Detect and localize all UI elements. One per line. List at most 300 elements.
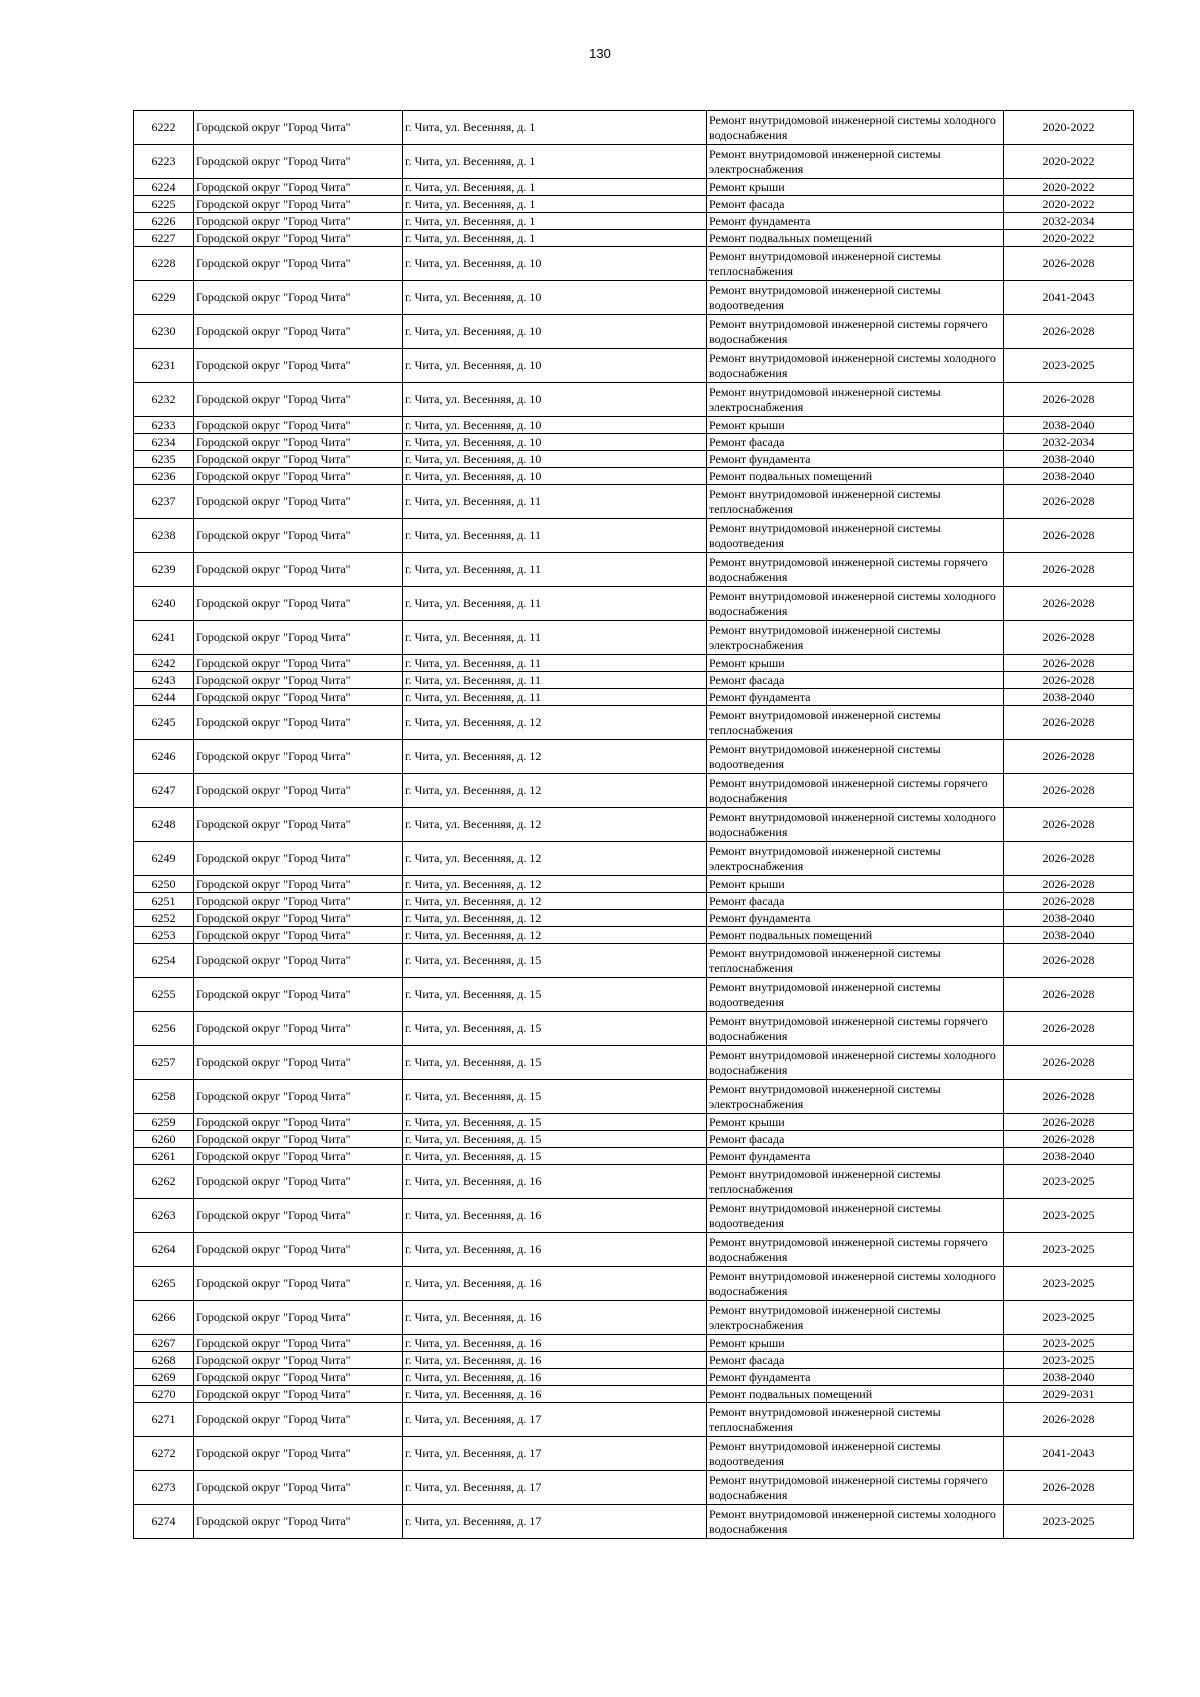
cell-period: 2026-2028 bbox=[1004, 978, 1134, 1012]
cell-address: г. Чита, ул. Весенняя, д. 10 bbox=[403, 281, 707, 315]
cell-work: Ремонт внутридомовой инженерной системы теплоснабжения bbox=[707, 1165, 1004, 1199]
cell-address: г. Чита, ул. Весенняя, д. 15 bbox=[403, 1114, 707, 1131]
table-row bbox=[134, 1267, 1134, 1301]
cell-municipality: Городской округ "Город Чита" bbox=[194, 842, 403, 876]
cell-address: г. Чита, ул. Весенняя, д. 16 bbox=[403, 1352, 707, 1369]
table-row bbox=[134, 1233, 1134, 1267]
cell-num: 6270 bbox=[134, 1386, 194, 1403]
cell-work: Ремонт внутридомовой инженерной системы электроснабжения bbox=[707, 621, 1004, 655]
cell-municipality: Городской округ "Город Чита" bbox=[194, 1505, 403, 1539]
table-row bbox=[134, 706, 1134, 740]
cell-municipality: Городской округ "Город Чита" bbox=[194, 196, 403, 213]
cell-num: 6273 bbox=[134, 1471, 194, 1505]
cell-num: 6255 bbox=[134, 978, 194, 1012]
cell-work: Ремонт внутридомовой инженерной системы водоотведения bbox=[707, 1437, 1004, 1471]
cell-period: 2023-2025 bbox=[1004, 1199, 1134, 1233]
cell-municipality: Городской округ "Город Чита" bbox=[194, 1080, 403, 1114]
cell-address: г. Чита, ул. Весенняя, д. 11 bbox=[403, 621, 707, 655]
cell-work: Ремонт внутридомовой инженерной системы горячего водоснабжения bbox=[707, 315, 1004, 349]
cell-period: 2026-2028 bbox=[1004, 774, 1134, 808]
cell-period: 2023-2025 bbox=[1004, 1505, 1134, 1539]
table-row bbox=[134, 978, 1134, 1012]
cell-municipality: Городской округ "Город Чита" bbox=[194, 1267, 403, 1301]
cell-period: 2032-2034 bbox=[1004, 434, 1134, 451]
table-row bbox=[134, 1335, 1134, 1352]
cell-municipality: Городской округ "Город Чита" bbox=[194, 213, 403, 230]
cell-num: 6222 bbox=[134, 111, 194, 145]
cell-period: 2026-2028 bbox=[1004, 1131, 1134, 1148]
table-row bbox=[134, 876, 1134, 893]
table-row bbox=[134, 740, 1134, 774]
cell-address: г. Чита, ул. Весенняя, д. 15 bbox=[403, 978, 707, 1012]
cell-num: 6241 bbox=[134, 621, 194, 655]
cell-address: г. Чита, ул. Весенняя, д. 10 bbox=[403, 247, 707, 281]
cell-period: 2038-2040 bbox=[1004, 468, 1134, 485]
cell-address: г. Чита, ул. Весенняя, д. 17 bbox=[403, 1471, 707, 1505]
cell-num: 6272 bbox=[134, 1437, 194, 1471]
cell-work: Ремонт подвальных помещений bbox=[707, 1386, 1004, 1403]
cell-municipality: Городской округ "Город Чита" bbox=[194, 1437, 403, 1471]
cell-work: Ремонт фасада bbox=[707, 1131, 1004, 1148]
cell-address: г. Чита, ул. Весенняя, д. 11 bbox=[403, 672, 707, 689]
cell-num: 6269 bbox=[134, 1369, 194, 1386]
cell-municipality: Городской округ "Город Чита" bbox=[194, 655, 403, 672]
cell-work: Ремонт внутридомовой инженерной системы водоотведения bbox=[707, 740, 1004, 774]
cell-municipality: Городской округ "Город Чита" bbox=[194, 1148, 403, 1165]
cell-municipality: Городской округ "Город Чита" bbox=[194, 1199, 403, 1233]
table-row bbox=[134, 485, 1134, 519]
cell-municipality: Городской округ "Город Чита" bbox=[194, 876, 403, 893]
cell-municipality: Городской округ "Город Чита" bbox=[194, 230, 403, 247]
table-row bbox=[134, 315, 1134, 349]
cell-work: Ремонт подвальных помещений bbox=[707, 927, 1004, 944]
cell-work: Ремонт внутридомовой инженерной системы теплоснабжения bbox=[707, 247, 1004, 281]
cell-period: 2023-2025 bbox=[1004, 1352, 1134, 1369]
cell-address: г. Чита, ул. Весенняя, д. 15 bbox=[403, 1080, 707, 1114]
cell-work: Ремонт фасада bbox=[707, 434, 1004, 451]
cell-period: 2026-2028 bbox=[1004, 1012, 1134, 1046]
cell-period: 2026-2028 bbox=[1004, 247, 1134, 281]
cell-num: 6223 bbox=[134, 145, 194, 179]
cell-work: Ремонт внутридомовой инженерной системы водоотведения bbox=[707, 281, 1004, 315]
cell-address: г. Чита, ул. Весенняя, д. 10 bbox=[403, 383, 707, 417]
cell-municipality: Городской округ "Город Чита" bbox=[194, 434, 403, 451]
cell-address: г. Чита, ул. Весенняя, д. 16 bbox=[403, 1335, 707, 1352]
cell-municipality: Городской округ "Город Чита" bbox=[194, 247, 403, 281]
cell-num: 6225 bbox=[134, 196, 194, 213]
cell-municipality: Городской округ "Город Чита" bbox=[194, 927, 403, 944]
table-row bbox=[134, 145, 1134, 179]
cell-num: 6262 bbox=[134, 1165, 194, 1199]
cell-work: Ремонт подвальных помещений bbox=[707, 468, 1004, 485]
cell-address: г. Чита, ул. Весенняя, д. 1 bbox=[403, 179, 707, 196]
cell-period: 2038-2040 bbox=[1004, 1369, 1134, 1386]
cell-period: 2020-2022 bbox=[1004, 179, 1134, 196]
cell-period: 2026-2028 bbox=[1004, 621, 1134, 655]
table-row bbox=[134, 1386, 1134, 1403]
cell-work: Ремонт внутридомовой инженерной системы теплоснабжения bbox=[707, 1403, 1004, 1437]
table-row bbox=[134, 468, 1134, 485]
cell-address: г. Чита, ул. Весенняя, д. 12 bbox=[403, 910, 707, 927]
cell-address: г. Чита, ул. Весенняя, д. 11 bbox=[403, 587, 707, 621]
cell-work: Ремонт внутридомовой инженерной системы холодного водоснабжения bbox=[707, 808, 1004, 842]
cell-municipality: Городской округ "Город Чита" bbox=[194, 468, 403, 485]
cell-work: Ремонт внутридомовой инженерной системы теплоснабжения bbox=[707, 706, 1004, 740]
cell-work: Ремонт внутридомовой инженерной системы холодного водоснабжения bbox=[707, 349, 1004, 383]
cell-address: г. Чита, ул. Весенняя, д. 1 bbox=[403, 111, 707, 145]
cell-work: Ремонт крыши bbox=[707, 179, 1004, 196]
cell-address: г. Чита, ул. Весенняя, д. 10 bbox=[403, 349, 707, 383]
cell-period: 2026-2028 bbox=[1004, 1080, 1134, 1114]
cell-period: 2041-2043 bbox=[1004, 1437, 1134, 1471]
cell-address: г. Чита, ул. Весенняя, д. 12 bbox=[403, 876, 707, 893]
cell-num: 6264 bbox=[134, 1233, 194, 1267]
cell-period: 2020-2022 bbox=[1004, 145, 1134, 179]
cell-work: Ремонт фасада bbox=[707, 1352, 1004, 1369]
cell-period: 2026-2028 bbox=[1004, 842, 1134, 876]
cell-municipality: Городской округ "Город Чита" bbox=[194, 1301, 403, 1335]
cell-address: г. Чита, ул. Весенняя, д. 1 bbox=[403, 145, 707, 179]
cell-work: Ремонт внутридомовой инженерной системы теплоснабжения bbox=[707, 485, 1004, 519]
cell-num: 6238 bbox=[134, 519, 194, 553]
cell-work: Ремонт фундамента bbox=[707, 451, 1004, 468]
cell-period: 2023-2025 bbox=[1004, 1267, 1134, 1301]
cell-work: Ремонт внутридомовой инженерной системы горячего водоснабжения bbox=[707, 1471, 1004, 1505]
cell-num: 6265 bbox=[134, 1267, 194, 1301]
cell-period: 2026-2028 bbox=[1004, 893, 1134, 910]
cell-num: 6230 bbox=[134, 315, 194, 349]
cell-num: 6244 bbox=[134, 689, 194, 706]
table-row bbox=[134, 281, 1134, 315]
cell-address: г. Чита, ул. Весенняя, д. 1 bbox=[403, 196, 707, 213]
cell-address: г. Чита, ул. Весенняя, д. 12 bbox=[403, 842, 707, 876]
cell-municipality: Городской округ "Город Чита" bbox=[194, 519, 403, 553]
cell-municipality: Городской округ "Город Чита" bbox=[194, 1369, 403, 1386]
cell-num: 6229 bbox=[134, 281, 194, 315]
table-row bbox=[134, 196, 1134, 213]
table-row bbox=[134, 1471, 1134, 1505]
cell-work: Ремонт внутридомовой инженерной системы холодного водоснабжения bbox=[707, 111, 1004, 145]
cell-municipality: Городской округ "Город Чита" bbox=[194, 1233, 403, 1267]
cell-period: 2026-2028 bbox=[1004, 1046, 1134, 1080]
cell-num: 6251 bbox=[134, 893, 194, 910]
cell-num: 6268 bbox=[134, 1352, 194, 1369]
cell-work: Ремонт фундамента bbox=[707, 1148, 1004, 1165]
table-row bbox=[134, 213, 1134, 230]
cell-address: г. Чита, ул. Весенняя, д. 1 bbox=[403, 213, 707, 230]
table-row bbox=[134, 689, 1134, 706]
table-row bbox=[134, 1012, 1134, 1046]
cell-address: г. Чита, ул. Весенняя, д. 10 bbox=[403, 434, 707, 451]
cell-num: 6250 bbox=[134, 876, 194, 893]
cell-period: 2020-2022 bbox=[1004, 230, 1134, 247]
cell-work: Ремонт крыши bbox=[707, 876, 1004, 893]
cell-address: г. Чита, ул. Весенняя, д. 15 bbox=[403, 1012, 707, 1046]
cell-municipality: Городской округ "Город Чита" bbox=[194, 485, 403, 519]
cell-work: Ремонт крыши bbox=[707, 1114, 1004, 1131]
cell-period: 2020-2022 bbox=[1004, 111, 1134, 145]
cell-municipality: Городской округ "Город Чита" bbox=[194, 111, 403, 145]
cell-municipality: Городской округ "Город Чита" bbox=[194, 1386, 403, 1403]
cell-num: 6259 bbox=[134, 1114, 194, 1131]
cell-address: г. Чита, ул. Весенняя, д. 16 bbox=[403, 1369, 707, 1386]
table-row bbox=[134, 1437, 1134, 1471]
table-row bbox=[134, 587, 1134, 621]
table-row bbox=[134, 1131, 1134, 1148]
cell-work: Ремонт внутридомовой инженерной системы электроснабжения bbox=[707, 842, 1004, 876]
cell-municipality: Городской округ "Город Чита" bbox=[194, 1352, 403, 1369]
table-row bbox=[134, 944, 1134, 978]
table-row bbox=[134, 1114, 1134, 1131]
cell-period: 2026-2028 bbox=[1004, 876, 1134, 893]
cell-address: г. Чита, ул. Весенняя, д. 11 bbox=[403, 655, 707, 672]
cell-num: 6224 bbox=[134, 179, 194, 196]
cell-period: 2038-2040 bbox=[1004, 417, 1134, 434]
cell-municipality: Городской округ "Город Чита" bbox=[194, 978, 403, 1012]
cell-period: 2026-2028 bbox=[1004, 485, 1134, 519]
cell-period: 2041-2043 bbox=[1004, 281, 1134, 315]
cell-work: Ремонт фасада bbox=[707, 196, 1004, 213]
cell-num: 6231 bbox=[134, 349, 194, 383]
cell-address: г. Чита, ул. Весенняя, д. 12 bbox=[403, 774, 707, 808]
cell-num: 6235 bbox=[134, 451, 194, 468]
cell-num: 6271 bbox=[134, 1403, 194, 1437]
cell-municipality: Городской округ "Город Чита" bbox=[194, 944, 403, 978]
cell-work: Ремонт крыши bbox=[707, 417, 1004, 434]
repair-schedule-table bbox=[133, 110, 1134, 1539]
cell-work: Ремонт внутридомовой инженерной системы холодного водоснабжения bbox=[707, 1267, 1004, 1301]
cell-work: Ремонт фасада bbox=[707, 893, 1004, 910]
cell-municipality: Городской округ "Город Чита" bbox=[194, 281, 403, 315]
cell-address: г. Чита, ул. Весенняя, д. 12 bbox=[403, 740, 707, 774]
cell-address: г. Чита, ул. Весенняя, д. 16 bbox=[403, 1165, 707, 1199]
cell-num: 6239 bbox=[134, 553, 194, 587]
cell-work: Ремонт фундамента bbox=[707, 1369, 1004, 1386]
cell-municipality: Городской округ "Город Чита" bbox=[194, 1403, 403, 1437]
cell-municipality: Городской округ "Город Чита" bbox=[194, 808, 403, 842]
cell-work: Ремонт внутридомовой инженерной системы водоотведения bbox=[707, 978, 1004, 1012]
cell-period: 2026-2028 bbox=[1004, 587, 1134, 621]
table-row bbox=[134, 434, 1134, 451]
cell-work: Ремонт фундамента bbox=[707, 689, 1004, 706]
table-row bbox=[134, 774, 1134, 808]
cell-work: Ремонт внутридомовой инженерной системы холодного водоснабжения bbox=[707, 1046, 1004, 1080]
cell-address: г. Чита, ул. Весенняя, д. 17 bbox=[403, 1437, 707, 1471]
cell-municipality: Городской округ "Город Чита" bbox=[194, 417, 403, 434]
cell-address: г. Чита, ул. Весенняя, д. 15 bbox=[403, 1148, 707, 1165]
cell-work: Ремонт фасада bbox=[707, 672, 1004, 689]
table-row bbox=[134, 1148, 1134, 1165]
table-row bbox=[134, 349, 1134, 383]
cell-work: Ремонт внутридомовой инженерной системы электроснабжения bbox=[707, 1080, 1004, 1114]
cell-num: 6257 bbox=[134, 1046, 194, 1080]
cell-municipality: Городской округ "Город Чита" bbox=[194, 689, 403, 706]
cell-period: 2038-2040 bbox=[1004, 1148, 1134, 1165]
cell-address: г. Чита, ул. Весенняя, д. 15 bbox=[403, 1046, 707, 1080]
cell-address: г. Чита, ул. Весенняя, д. 11 bbox=[403, 485, 707, 519]
table-row bbox=[134, 655, 1134, 672]
cell-period: 2026-2028 bbox=[1004, 1403, 1134, 1437]
cell-municipality: Городской округ "Город Чита" bbox=[194, 587, 403, 621]
cell-municipality: Городской округ "Город Чита" bbox=[194, 1335, 403, 1352]
cell-address: г. Чита, ул. Весенняя, д. 10 bbox=[403, 417, 707, 434]
cell-address: г. Чита, ул. Весенняя, д. 15 bbox=[403, 944, 707, 978]
cell-period: 2020-2022 bbox=[1004, 196, 1134, 213]
table-row bbox=[134, 111, 1134, 145]
table-row bbox=[134, 1199, 1134, 1233]
cell-municipality: Городской округ "Город Чита" bbox=[194, 621, 403, 655]
cell-address: г. Чита, ул. Весенняя, д. 12 bbox=[403, 706, 707, 740]
cell-num: 6236 bbox=[134, 468, 194, 485]
cell-num: 6240 bbox=[134, 587, 194, 621]
table-row bbox=[134, 672, 1134, 689]
table-row bbox=[134, 842, 1134, 876]
table-row bbox=[134, 247, 1134, 281]
cell-address: г. Чита, ул. Весенняя, д. 16 bbox=[403, 1301, 707, 1335]
cell-period: 2023-2025 bbox=[1004, 1335, 1134, 1352]
table-row bbox=[134, 621, 1134, 655]
cell-work: Ремонт внутридомовой инженерной системы водоотведения bbox=[707, 1199, 1004, 1233]
cell-num: 6226 bbox=[134, 213, 194, 230]
table-row bbox=[134, 417, 1134, 434]
cell-work: Ремонт крыши bbox=[707, 655, 1004, 672]
cell-period: 2038-2040 bbox=[1004, 910, 1134, 927]
cell-work: Ремонт внутридомовой инженерной системы электроснабжения bbox=[707, 383, 1004, 417]
cell-work: Ремонт внутридомовой инженерной системы холодного водоснабжения bbox=[707, 1505, 1004, 1539]
cell-period: 2026-2028 bbox=[1004, 706, 1134, 740]
cell-num: 6252 bbox=[134, 910, 194, 927]
cell-municipality: Городской округ "Город Чита" bbox=[194, 740, 403, 774]
cell-num: 6232 bbox=[134, 383, 194, 417]
cell-work: Ремонт внутридомовой инженерной системы электроснабжения bbox=[707, 1301, 1004, 1335]
cell-municipality: Городской округ "Город Чита" bbox=[194, 706, 403, 740]
table-row bbox=[134, 1403, 1134, 1437]
table-row bbox=[134, 230, 1134, 247]
cell-period: 2026-2028 bbox=[1004, 944, 1134, 978]
cell-num: 6263 bbox=[134, 1199, 194, 1233]
cell-address: г. Чита, ул. Весенняя, д. 12 bbox=[403, 808, 707, 842]
cell-num: 6274 bbox=[134, 1505, 194, 1539]
cell-municipality: Городской округ "Город Чита" bbox=[194, 383, 403, 417]
cell-period: 2023-2025 bbox=[1004, 349, 1134, 383]
cell-address: г. Чита, ул. Весенняя, д. 15 bbox=[403, 1131, 707, 1148]
table-row bbox=[134, 808, 1134, 842]
cell-municipality: Городской округ "Город Чита" bbox=[194, 451, 403, 468]
cell-municipality: Городской округ "Город Чита" bbox=[194, 179, 403, 196]
cell-municipality: Городской округ "Город Чита" bbox=[194, 910, 403, 927]
cell-period: 2026-2028 bbox=[1004, 672, 1134, 689]
cell-work: Ремонт фундамента bbox=[707, 910, 1004, 927]
cell-work: Ремонт внутридомовой инженерной системы холодного водоснабжения bbox=[707, 587, 1004, 621]
cell-work: Ремонт внутридомовой инженерной системы горячего водоснабжения bbox=[707, 1012, 1004, 1046]
cell-num: 6256 bbox=[134, 1012, 194, 1046]
cell-municipality: Городской округ "Город Чита" bbox=[194, 1012, 403, 1046]
cell-period: 2026-2028 bbox=[1004, 740, 1134, 774]
cell-num: 6228 bbox=[134, 247, 194, 281]
cell-address: г. Чита, ул. Весенняя, д. 16 bbox=[403, 1386, 707, 1403]
table-row bbox=[134, 1301, 1134, 1335]
cell-municipality: Городской округ "Город Чита" bbox=[194, 553, 403, 587]
cell-period: 2038-2040 bbox=[1004, 689, 1134, 706]
cell-work: Ремонт внутридомовой инженерной системы электроснабжения bbox=[707, 145, 1004, 179]
cell-period: 2029-2031 bbox=[1004, 1386, 1134, 1403]
cell-address: г. Чита, ул. Весенняя, д. 16 bbox=[403, 1233, 707, 1267]
table-row bbox=[134, 383, 1134, 417]
cell-num: 6243 bbox=[134, 672, 194, 689]
cell-municipality: Городской округ "Город Чита" bbox=[194, 1114, 403, 1131]
cell-municipality: Городской округ "Город Чита" bbox=[194, 1046, 403, 1080]
table-row bbox=[134, 1080, 1134, 1114]
cell-num: 6254 bbox=[134, 944, 194, 978]
table-row bbox=[134, 451, 1134, 468]
cell-num: 6260 bbox=[134, 1131, 194, 1148]
cell-address: г. Чита, ул. Весенняя, д. 11 bbox=[403, 553, 707, 587]
cell-municipality: Городской округ "Город Чита" bbox=[194, 145, 403, 179]
table-row bbox=[134, 1369, 1134, 1386]
cell-work: Ремонт внутридомовой инженерной системы водоотведения bbox=[707, 519, 1004, 553]
cell-address: г. Чита, ул. Весенняя, д. 10 bbox=[403, 468, 707, 485]
cell-address: г. Чита, ул. Весенняя, д. 16 bbox=[403, 1267, 707, 1301]
cell-address: г. Чита, ул. Весенняя, д. 12 bbox=[403, 893, 707, 910]
cell-period: 2026-2028 bbox=[1004, 553, 1134, 587]
page-number: 130 bbox=[589, 46, 611, 61]
cell-period: 2032-2034 bbox=[1004, 213, 1134, 230]
cell-work: Ремонт фундамента bbox=[707, 213, 1004, 230]
cell-address: г. Чита, ул. Весенняя, д. 10 bbox=[403, 451, 707, 468]
cell-work: Ремонт внутридомовой инженерной системы горячего водоснабжения bbox=[707, 774, 1004, 808]
cell-num: 6242 bbox=[134, 655, 194, 672]
cell-address: г. Чита, ул. Весенняя, д. 11 bbox=[403, 519, 707, 553]
cell-num: 6261 bbox=[134, 1148, 194, 1165]
cell-address: г. Чита, ул. Весенняя, д. 17 bbox=[403, 1403, 707, 1437]
cell-period: 2023-2025 bbox=[1004, 1301, 1134, 1335]
cell-period: 2023-2025 bbox=[1004, 1165, 1134, 1199]
table-row bbox=[134, 1165, 1134, 1199]
cell-work: Ремонт внутридомовой инженерной системы горячего водоснабжения bbox=[707, 553, 1004, 587]
cell-address: г. Чита, ул. Весенняя, д. 17 bbox=[403, 1505, 707, 1539]
cell-period: 2026-2028 bbox=[1004, 655, 1134, 672]
table-row bbox=[134, 519, 1134, 553]
cell-num: 6227 bbox=[134, 230, 194, 247]
table-row bbox=[134, 910, 1134, 927]
cell-num: 6234 bbox=[134, 434, 194, 451]
cell-address: г. Чита, ул. Весенняя, д. 16 bbox=[403, 1199, 707, 1233]
cell-municipality: Городской округ "Город Чита" bbox=[194, 349, 403, 383]
cell-municipality: Городской округ "Город Чита" bbox=[194, 1131, 403, 1148]
cell-num: 6245 bbox=[134, 706, 194, 740]
cell-num: 6266 bbox=[134, 1301, 194, 1335]
cell-municipality: Городской округ "Город Чита" bbox=[194, 1471, 403, 1505]
cell-num: 6246 bbox=[134, 740, 194, 774]
cell-municipality: Городской округ "Город Чита" bbox=[194, 672, 403, 689]
cell-municipality: Городской округ "Город Чита" bbox=[194, 315, 403, 349]
table-row bbox=[134, 893, 1134, 910]
cell-address: г. Чита, ул. Весенняя, д. 12 bbox=[403, 927, 707, 944]
table-row bbox=[134, 1046, 1134, 1080]
cell-num: 6233 bbox=[134, 417, 194, 434]
table-row bbox=[134, 1505, 1134, 1539]
cell-work: Ремонт крыши bbox=[707, 1335, 1004, 1352]
table-body bbox=[134, 111, 1134, 1539]
cell-period: 2038-2040 bbox=[1004, 451, 1134, 468]
cell-municipality: Городской округ "Город Чита" bbox=[194, 1165, 403, 1199]
cell-num: 6249 bbox=[134, 842, 194, 876]
cell-period: 2026-2028 bbox=[1004, 808, 1134, 842]
cell-address: г. Чита, ул. Весенняя, д. 10 bbox=[403, 315, 707, 349]
cell-work: Ремонт подвальных помещений bbox=[707, 230, 1004, 247]
cell-period: 2038-2040 bbox=[1004, 927, 1134, 944]
cell-period: 2026-2028 bbox=[1004, 1114, 1134, 1131]
